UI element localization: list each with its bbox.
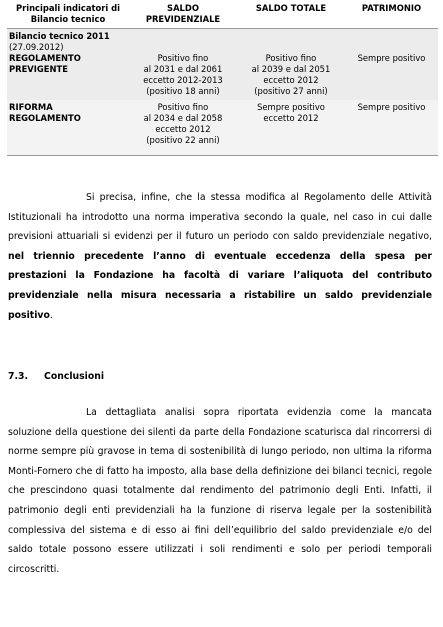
header-indicatori: Principali indicatori di Bilancio tecnico [7, 2, 129, 29]
cell-saldo-totale [237, 100, 345, 156]
section-number: 7.3. [8, 371, 29, 382]
cell-line: Positivo fino [265, 53, 317, 63]
cell-line: Positivo fino [157, 53, 209, 63]
cell-line: (positivo 27 anni) [254, 86, 328, 96]
cell-line: eccetto 2012-2013 [143, 75, 223, 85]
cell-patrimonio: Sempre positivo [357, 102, 426, 112]
header-saldo-previdenziale: SALDO PREVIDENZIALE [129, 2, 237, 29]
header-saldo-totale: SALDO TOTALE [237, 2, 345, 29]
row-label-riforma: RIFORMA REGOLAMENTO [9, 102, 81, 123]
header-patrimonio: PATRIMONIO [345, 2, 438, 29]
table-row [7, 29, 438, 101]
cell-line: (positivo 22 anni) [146, 135, 220, 145]
bilancio-tecnico-table [7, 2, 438, 156]
cell-line: (positivo 18 anni) [146, 86, 220, 96]
cell-saldo-previdenziale [129, 100, 237, 156]
cell-line: Sempre positivo [257, 102, 325, 112]
row-label-bilancio: Bilancio tecnico 2011 [9, 31, 110, 41]
cell-line: eccetto 2012 [263, 75, 319, 85]
section-title: Conclusioni [44, 371, 105, 382]
cell-patrimonio: Sempre positivo [357, 53, 426, 63]
cell-saldo-totale [237, 29, 345, 101]
cell-line: eccetto 2012 [263, 113, 319, 123]
paragraph-bold-text: nel triennio precedente l’anno di eventuale eccedenza della spesa per prestazioni la Fondazione ha facoltà di variare l’aliquota del contributo previdenziale nella misura necessaria a ristabilire un saldo previdenziale positivo [8, 250, 432, 321]
table-header-row [7, 2, 438, 29]
paragraph-modifica-regolamento [8, 188, 432, 325]
cell-saldo-previdenziale [129, 29, 237, 101]
paragraph-conclusioni [8, 403, 432, 579]
row-label-regolamento-previgente: REGOLAMENTO PREVIGENTE [9, 53, 81, 74]
paragraph-text: La dettagliata analisi sopra riportata evidenzia come la mancata soluzione della questione dei silenti da parte della Fondazione scaturisca dal rincorrersi di norme sempre più gravose in tema di sostenibilità di lungo periodo, non ultima la riforma Monti-Fornero che di fatto ha imposto, alla base della definizione dei bilanci tecnici, regole che prescindono quasi totalmente dal rendimento del patrimonio degli Enti. Infatti, il patrimonio degli enti previdenziali ha la funzione di riserva legale per la sostenibilità complessiva del sistema e di esso ai fini dell’equilibrio del saldo previdenziale e/o del saldo totale possono essere utilizzati i soli rendimenti e solo per periodi temporali circoscritti. [8, 407, 432, 575]
cell-line: al 2039 e dal 2051 [251, 64, 331, 74]
cell-line: Positivo fino [157, 102, 209, 112]
cell-line: al 2031 e dal 2061 [143, 64, 223, 74]
table-row [7, 100, 438, 156]
row-label-previgente [7, 29, 129, 101]
row-label-date: (27.09.2012) [9, 42, 64, 52]
paragraph-text: Si precisa, infine, che la stessa modifica al Regolamento delle Attività Istituzionali ha introdotto una norma imperativa secondo la quale, nel caso in cui dalle previsioni attuariali si evidenzi per il futuro un periodo con saldo previdenziale negativo, [8, 192, 432, 243]
section-heading [8, 371, 104, 382]
cell-line: al 2034 e dal 2058 [143, 113, 223, 123]
cell-line: eccetto 2012 [155, 124, 211, 134]
paragraph-end: . [49, 309, 53, 321]
